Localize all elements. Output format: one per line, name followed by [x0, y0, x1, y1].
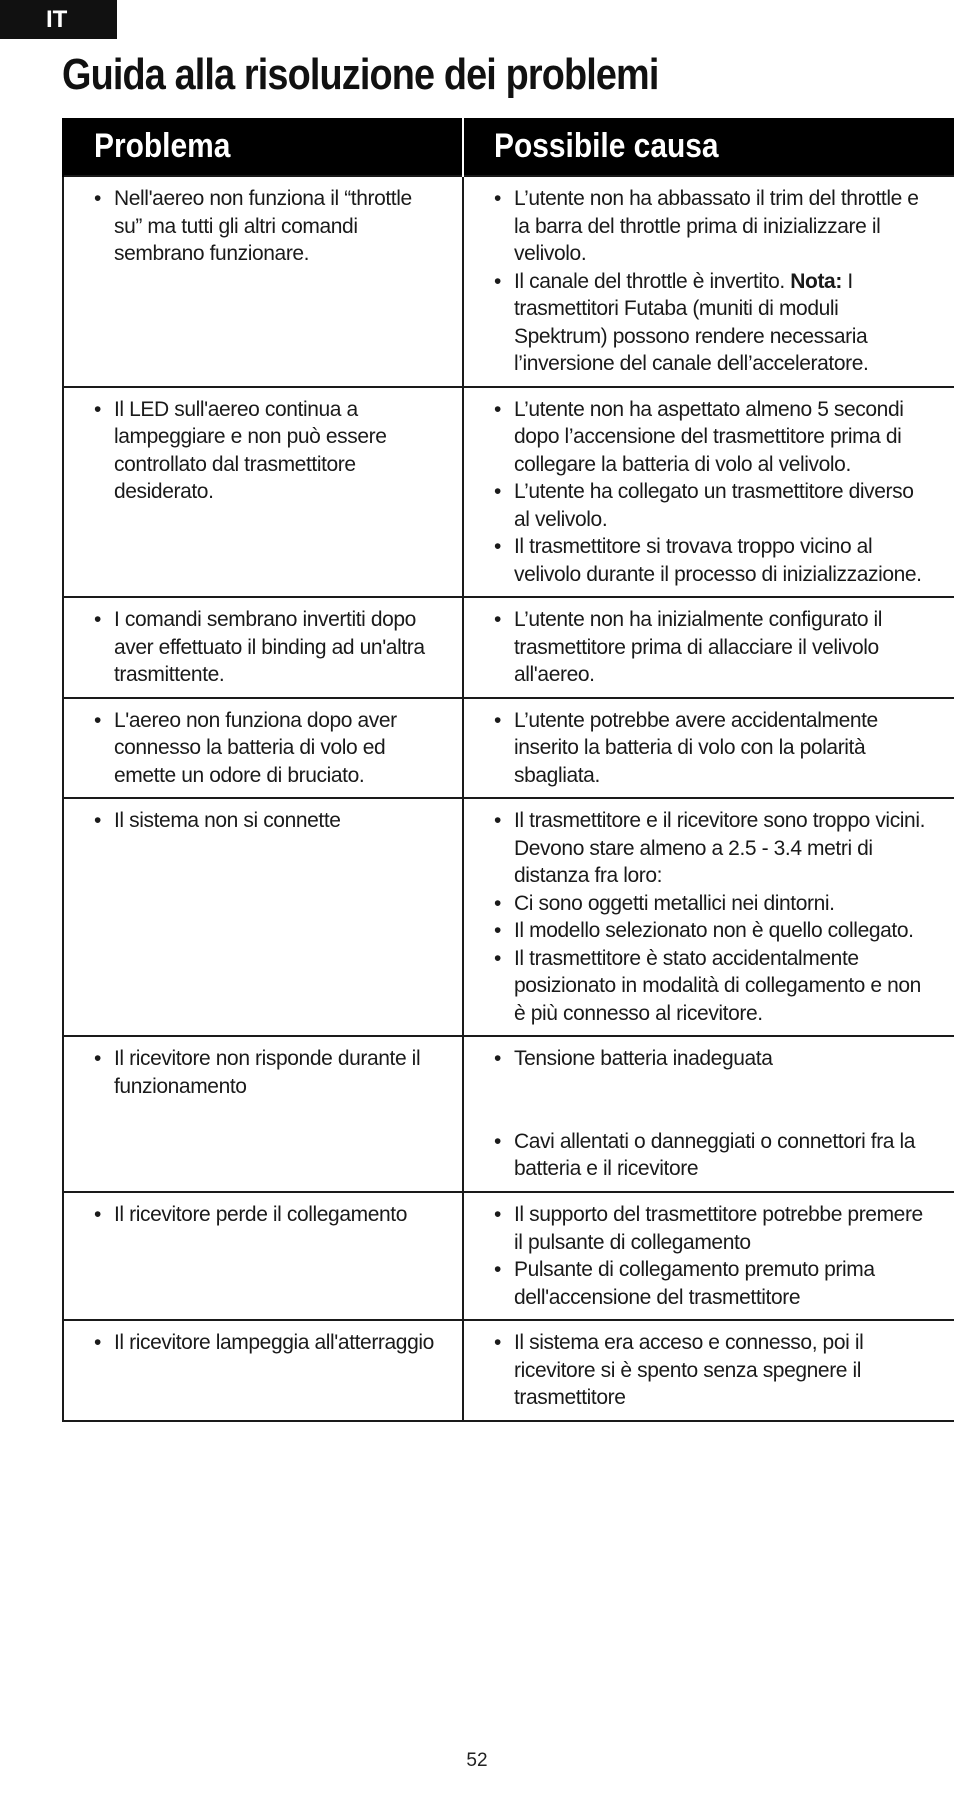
problem-item: • Il LED sull'aereo continua a lampeggiare e non può essere controllato dal trasmettitore desiderato.	[94, 396, 442, 506]
problem-item: • Il ricevitore perde il collegamento	[94, 1201, 442, 1229]
problem-cell	[63, 1192, 463, 1320]
problem-cell	[63, 798, 463, 1036]
cause-cell	[463, 1036, 954, 1192]
problem-item: • Il ricevitore non risponde durante il funzionamento	[94, 1045, 442, 1100]
cause-item: • Pulsante di collegamento premuto prima dell'accensione del trasmettitore	[494, 1256, 934, 1311]
cause-item: • Il supporto del trasmettitore potrebbe premere il pulsante di collegamento	[494, 1201, 934, 1256]
problem-cell	[63, 176, 463, 387]
problem-cell	[63, 1036, 463, 1192]
cause-cell	[463, 1320, 954, 1421]
problem-item: • I comandi sembrano invertiti dopo aver effettuato il binding ad un'altra trasmittente.	[94, 606, 442, 689]
table-row	[63, 1192, 954, 1320]
header-problem: Problema	[63, 118, 463, 176]
language-tab: IT	[0, 0, 117, 39]
cause-cell	[463, 597, 954, 698]
cause-item: • Tensione batteria inadeguata	[494, 1045, 934, 1073]
table-row	[63, 176, 954, 387]
table-row	[63, 1320, 954, 1421]
cause-cell	[463, 1192, 954, 1320]
table-row	[63, 597, 954, 698]
cause-item: • L’utente non ha inizialmente configurato il trasmettitore prima di allacciare il velivolo all'aereo.	[494, 606, 934, 689]
table-row	[63, 698, 954, 799]
cause-item: • L’utente non ha aspettato almeno 5 secondi dopo l’accensione del trasmettitore prima di collegare la batteria di volo al velivolo.	[494, 396, 934, 479]
problem-cell	[63, 387, 463, 598]
troubleshooting-table	[62, 118, 954, 1422]
cause-item: • Il trasmettitore si trovava troppo vicino al velivolo durante il processo di inizializzazione.	[494, 533, 934, 588]
header-cause: Possibile causa	[463, 118, 954, 176]
cause-cell	[463, 387, 954, 598]
problem-cell	[63, 597, 463, 698]
note-label: Nota:	[790, 269, 842, 293]
cause-item: • L’utente non ha abbassato il trim del throttle e la barra del throttle prima di inizializzare il velivolo.	[494, 185, 934, 268]
problem-item: • Il ricevitore lampeggia all'atterraggio	[94, 1329, 442, 1357]
problem-item: • L'aereo non funziona dopo aver connesso la batteria di volo ed emette un odore di bruciato.	[94, 707, 442, 790]
problem-cell	[63, 698, 463, 799]
table-row	[63, 387, 954, 598]
cause-cell	[463, 798, 954, 1036]
cause-item: • L’utente potrebbe avere accidentalmente inserito la batteria di volo con la polarità sbagliata.	[494, 707, 934, 790]
cause-item: • Ci sono oggetti metallici nei dintorni.	[494, 890, 934, 918]
cause-item: • L’utente ha collegato un trasmettitore diverso al velivolo.	[494, 478, 934, 533]
problem-item: • Nell'aereo non funziona il “throttle su” ma tutti gli altri comandi sembrano funzionare.	[94, 185, 442, 268]
cause-item: • Il canale del throttle è invertito. Nota: I trasmettitori Futaba (muniti di moduli Spektrum) possono rendere necessaria l’inversione del canale dell’acceleratore.	[494, 268, 934, 378]
problem-item: • Il sistema non si connette	[94, 807, 442, 835]
cause-item: • Cavi allentati o danneggiati o connettori fra la batteria e il ricevitore	[494, 1128, 934, 1183]
cause-item: • Il sistema era acceso e connesso, poi il ricevitore si è spento senza spegnere il trasmettitore	[494, 1329, 934, 1412]
table-row	[63, 798, 954, 1036]
problem-cell	[63, 1320, 463, 1421]
cause-item: • Il trasmettitore e il ricevitore sono troppo vicini. Devono stare almeno a 2.5 - 3.4 metri di distanza fra loro:	[494, 807, 934, 890]
cause-cell	[463, 176, 954, 387]
page-number: 52	[466, 1750, 488, 1771]
table-header-row	[63, 118, 954, 176]
table-row	[63, 1036, 954, 1192]
cause-item: • Il trasmettitore è stato accidentalmente posizionato in modalità di collegamento e non è più connesso al ricevitore.	[494, 945, 934, 1028]
page-title: Guida alla risoluzione dei problemi	[62, 50, 659, 99]
cause-cell	[463, 698, 954, 799]
cause-item: • Il modello selezionato non è quello collegato.	[494, 917, 934, 945]
